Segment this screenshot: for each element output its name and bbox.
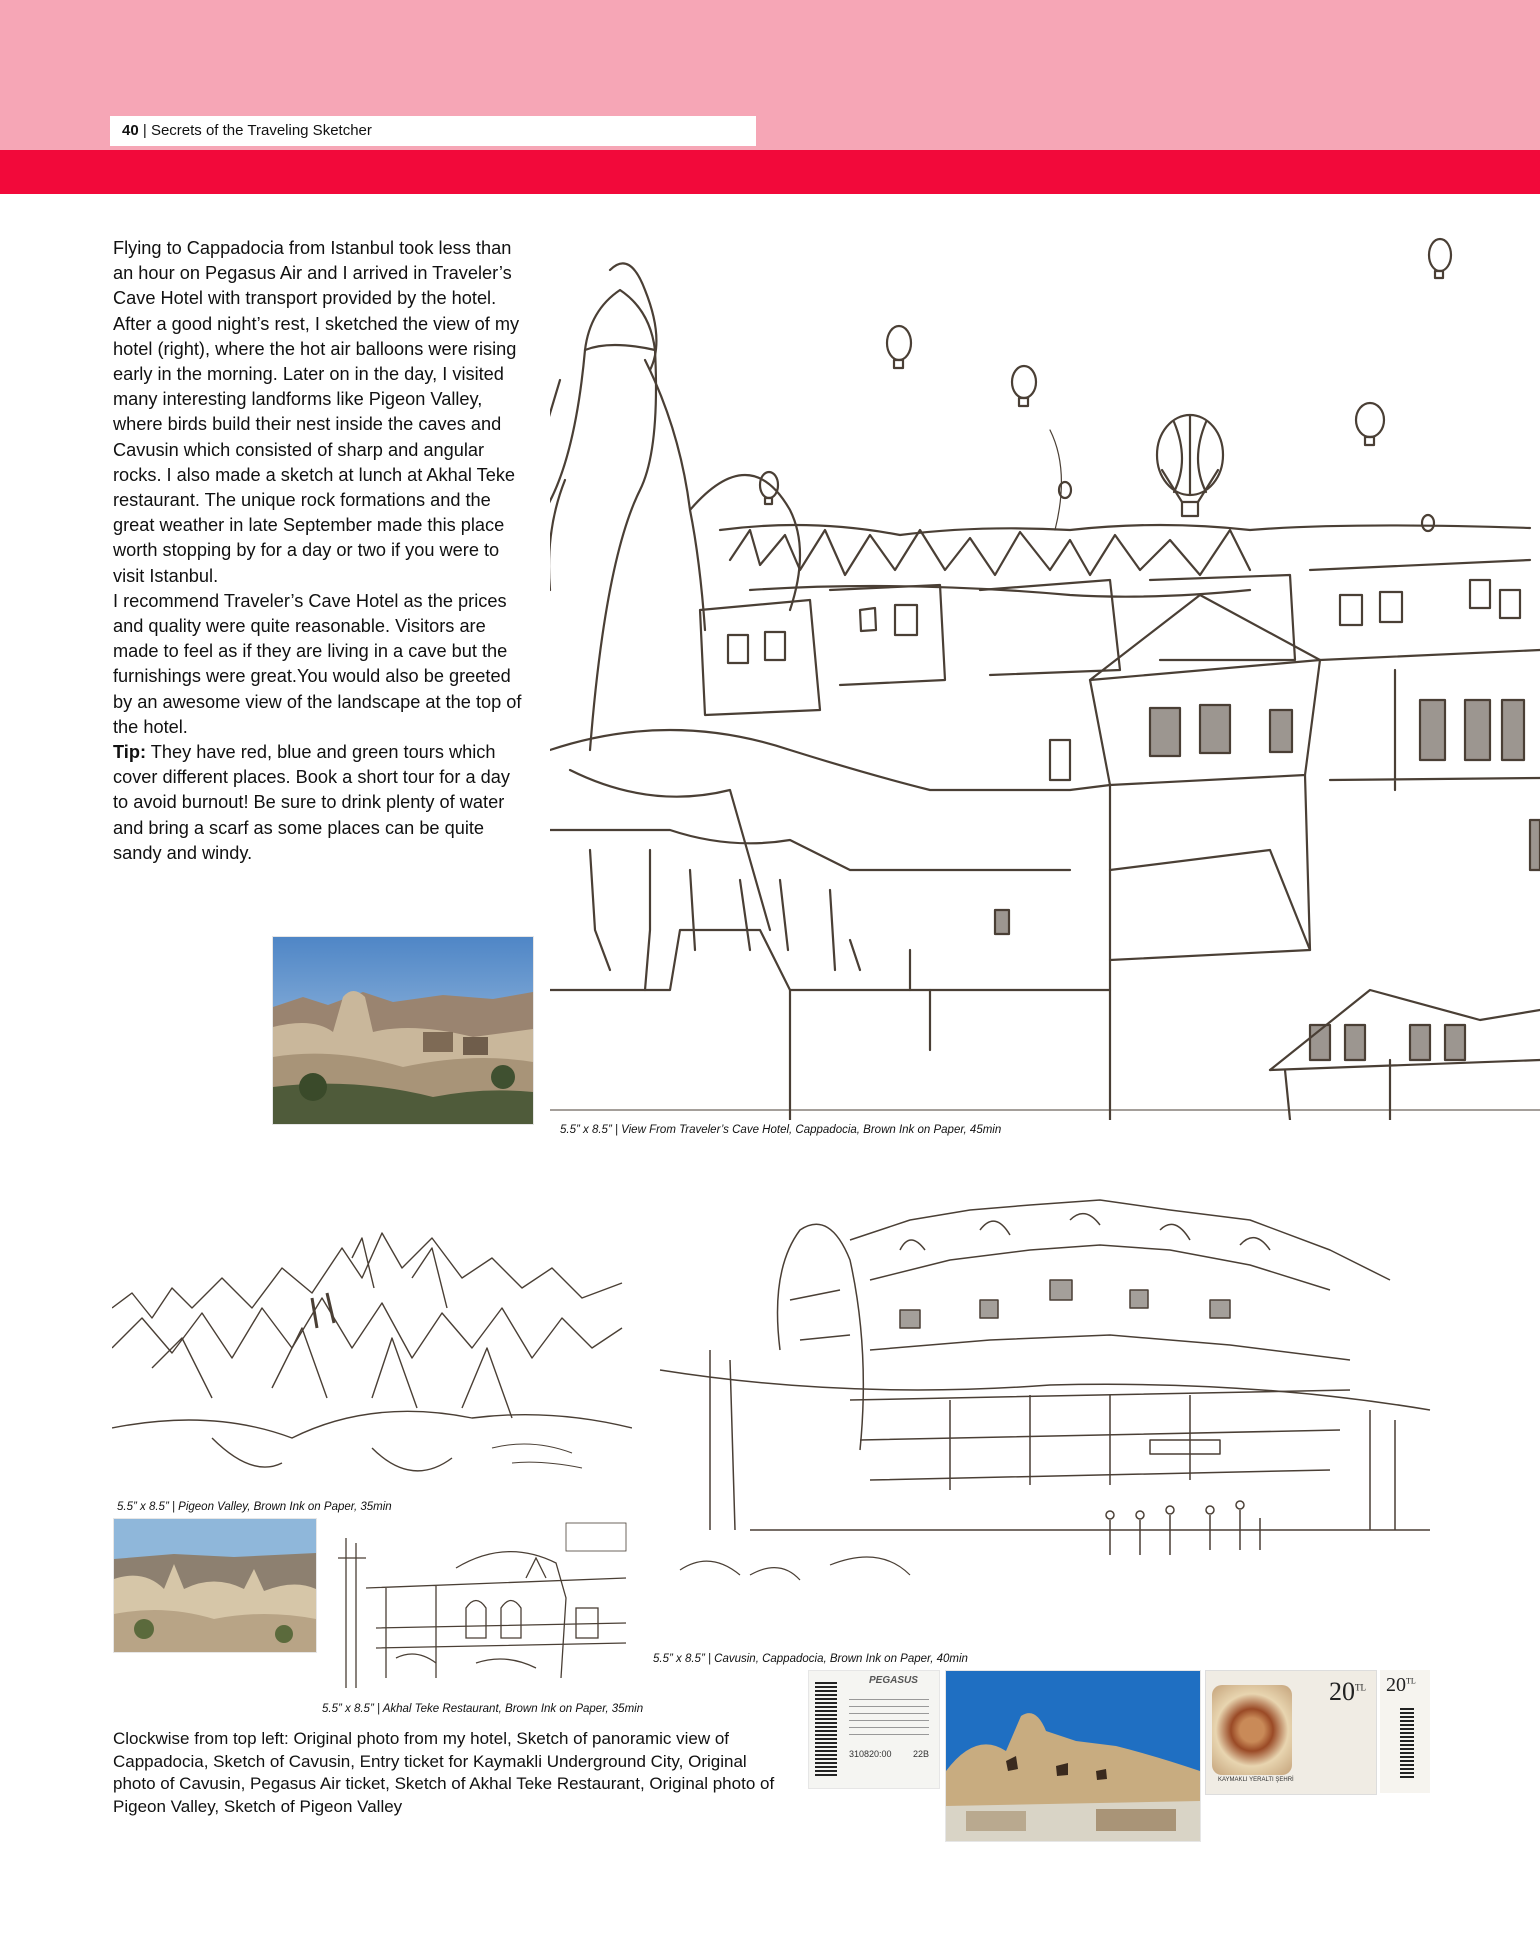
ticket-code-left: 310820:00 — [849, 1749, 892, 1759]
akhal-teke-sketch — [326, 1518, 638, 1688]
cavusin-sketch — [650, 1150, 1440, 1650]
stub-price-unit: TL — [1406, 1676, 1416, 1686]
hotel-photo — [272, 936, 534, 1125]
pigeon-valley-sketch — [112, 1198, 632, 1498]
ticket-code-right: 22B — [913, 1749, 930, 1759]
article-paragraph-1: Flying to Cappadocia from Istanbul took less than an hour on Pegasus Air and I arrived in Traveler’s Cave Hotel with transport provided by the hotel. After a good night’s rest, I sketched the view of my hotel (right), where the hot air balloons were rising early in the morning. Later on in the day, I visited many interesting landforms like Pigeon Valley, where birds build their nest inside the caves and Cavusin which consisted of sharp and angular rocks. I also made a sketch at lunch at Akhal Teke restaurant. The unique rock formations and the great weather in late September made this place worth stopping by for a day or two if you were to visit Istanbul. — [113, 238, 520, 586]
tip-label: Tip: — [113, 742, 147, 763]
ticket-site-name: KAYMAKLI YERALTI ŞEHRİ — [1218, 1777, 1294, 1783]
header-red-band — [0, 150, 1540, 194]
stub-barcode — [1400, 1708, 1414, 1778]
pegasus-air-ticket — [808, 1670, 940, 1789]
hot-air-balloon-icon — [1157, 415, 1223, 516]
book-title: Secrets of the Traveling Sketcher — [150, 122, 372, 139]
akhal-teke-caption: 5.5” x 8.5” | Akhal Teke Restaurant, Brown Ink on Paper, 35min — [322, 1703, 644, 1715]
ticket-price-value: 20 — [1329, 1677, 1355, 1706]
cavusin-photo — [945, 1670, 1201, 1842]
ticket-artwork — [1212, 1685, 1292, 1775]
running-header — [122, 120, 372, 142]
ticket-lines — [849, 1695, 929, 1735]
pigeon-valley-photo — [113, 1518, 317, 1653]
ticket-price-unit: TL — [1355, 1682, 1366, 1693]
ticket-price — [1329, 1677, 1366, 1707]
page-number: 40 — [122, 122, 139, 139]
hotel-view-sketch — [550, 230, 1540, 1120]
article-paragraph-2: I recommend Traveler’s Cave Hotel as the prices and quality were quite reasonable. Visitors are made to feel as if they are living in a cave but the furnishings were great.You would also be greeted by an awesome view of the landscape at the top of the hotel. — [113, 590, 522, 737]
header-separator: | — [142, 122, 147, 139]
airline-name: PEGASUS — [869, 1675, 918, 1686]
ticket-barcode — [815, 1681, 837, 1776]
stub-price: 20 — [1386, 1674, 1406, 1696]
kaymakli-ticket-stub — [1380, 1670, 1430, 1793]
hotel-view-caption: 5.5” x 8.5” | View From Traveler’s Cave Hotel, Cappadocia, Brown Ink on Paper, 45min — [560, 1124, 1002, 1136]
article-tip — [113, 740, 523, 866]
cavusin-caption: 5.5” x 8.5” | Cavusin, Cappadocia, Brown Ink on Paper, 40min — [653, 1653, 968, 1665]
pigeon-valley-caption: 5.5” x 8.5” | Pigeon Valley, Brown Ink on Paper, 35min — [117, 1501, 392, 1513]
kaymakli-entry-ticket — [1205, 1670, 1377, 1795]
article-body — [113, 236, 523, 866]
tip-text: They have red, blue and green tours which cover different places. Book a short tour for a day to avoid burnout! Be sure to drink plenty of water and bring a scarf as some places can be quite sandy and windy. — [113, 742, 510, 863]
photo-credits-caption: Clockwise from top left: Original photo from my hotel, Sketch of panoramic view of Cappadocia, Sketch of Cavusin, Entry ticket for Kaymakli Underground City, Original photo of Cavusin, Pegasus Air ticket, Sketch of Akhal Teke Restaurant, Original photo of Pigeon Valley, Sketch of Pigeon Valley — [113, 1729, 775, 1816]
